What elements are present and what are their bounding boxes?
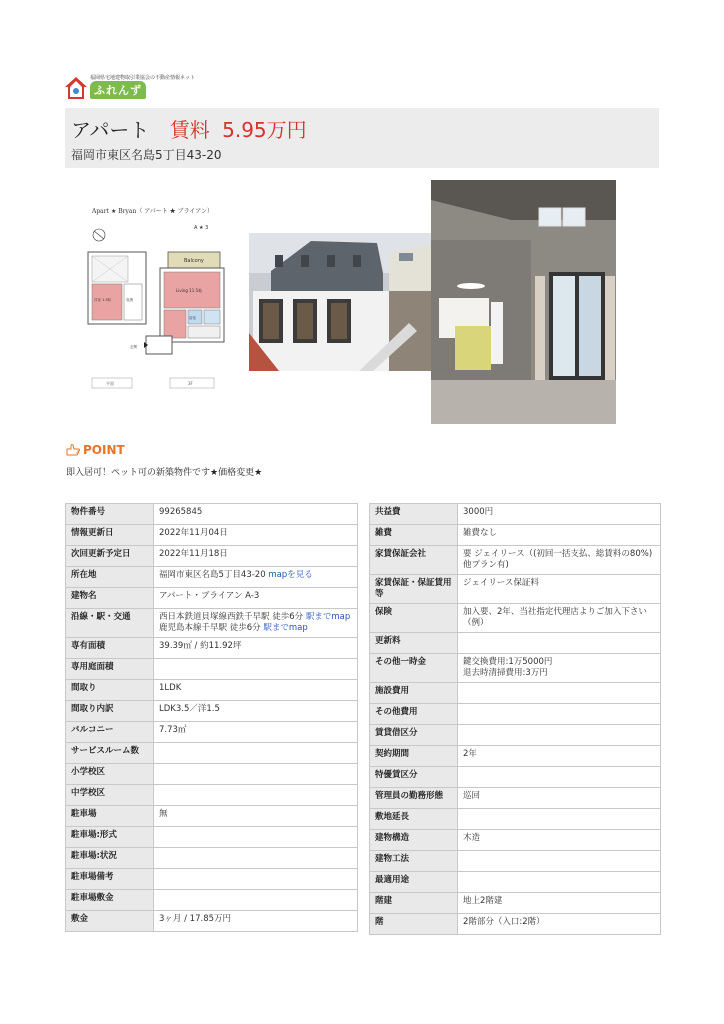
spec-label: 所在地 <box>66 567 154 588</box>
spec-value-text: 7.73㎡ <box>159 725 187 735</box>
spec-label: 駐車場:状況 <box>66 848 154 869</box>
spec-value <box>458 633 661 654</box>
spec-label: 駐車場 <box>66 806 154 827</box>
spec-label: 階建 <box>370 893 458 914</box>
spec-row <box>370 809 661 830</box>
spec-label: 共益費 <box>370 504 458 525</box>
spec-value <box>458 546 661 575</box>
spec-row <box>370 654 661 683</box>
property-header <box>65 108 659 168</box>
spec-label: 次回更新予定日 <box>66 546 154 567</box>
spec-value-text: 1LDK <box>159 683 182 693</box>
spec-label: 小学校区 <box>66 764 154 785</box>
spec-value-text: 2022年11月18日 <box>159 549 228 559</box>
property-spec-table-right <box>369 503 661 935</box>
spec-label: 敷地延長 <box>370 809 458 830</box>
spec-label: 家賃保証会社 <box>370 546 458 575</box>
spec-value <box>154 588 358 609</box>
spec-row <box>66 701 358 722</box>
spec-row <box>66 743 358 764</box>
spec-value-text: LDK3.5／洋1.5 <box>159 704 220 714</box>
spec-value <box>154 869 358 890</box>
spec-value-text: 地上2階建 <box>463 896 503 906</box>
spec-label: 沿線・駅・交通 <box>66 609 154 638</box>
spec-label: 建物工法 <box>370 851 458 872</box>
spec-value <box>458 809 661 830</box>
spec-value <box>458 575 661 604</box>
spec-row <box>66 722 358 743</box>
spec-label: 駐車場:形式 <box>66 827 154 848</box>
spec-label: 最適用途 <box>370 872 458 893</box>
spec-label: 契約期間 <box>370 746 458 767</box>
spec-value-text: 2022年11月04日 <box>159 528 228 538</box>
spec-row <box>370 604 661 633</box>
spec-label: 中学校区 <box>66 785 154 806</box>
spec-row <box>66 504 358 525</box>
spec-value-text-2: 鹿児島本線千早駅 徒歩6分 <box>159 623 261 633</box>
spec-row <box>66 638 358 659</box>
spec-label: 物件番号 <box>66 504 154 525</box>
spec-label: 施設費用 <box>370 683 458 704</box>
spec-row <box>370 725 661 746</box>
spec-row <box>370 746 661 767</box>
spec-value-text: 西日本鉄道貝塚線西鉄千早駅 徒歩6分 <box>159 612 304 622</box>
spec-value-text: 鍵交換費用:1万5000円 <box>463 657 553 667</box>
spec-label: 間取り <box>66 680 154 701</box>
map-link[interactable]: 駅までmap <box>263 623 308 633</box>
spec-row <box>370 893 661 914</box>
spec-row <box>370 683 661 704</box>
spec-value <box>458 604 661 633</box>
property-spec-table-left <box>65 503 358 932</box>
spec-value <box>154 680 358 701</box>
spec-value <box>154 609 358 638</box>
spec-label: 管理員の勤務形態 <box>370 788 458 809</box>
logo-tagline: 福岡県宅地建物取引業協会の不動産情報ネット <box>90 75 196 81</box>
spec-value-text: 巡回 <box>463 791 481 801</box>
spec-row <box>370 546 661 575</box>
spec-row <box>66 609 358 638</box>
spec-value <box>154 911 358 932</box>
pointing-hand-icon <box>66 444 80 456</box>
floorplan-balcony: Balcony <box>184 258 204 264</box>
exterior-photo <box>249 233 431 371</box>
spec-row <box>370 872 661 893</box>
spec-value <box>154 546 358 567</box>
spec-value <box>154 848 358 869</box>
spec-row <box>370 525 661 546</box>
spec-value <box>458 872 661 893</box>
spec-row <box>66 827 358 848</box>
spec-row <box>370 788 661 809</box>
floorplan-bath: 浴室 <box>189 316 196 320</box>
spec-value-text-2: 退去時清掃費用:3万円 <box>463 668 548 678</box>
floorplan-closet: 収納 <box>126 298 133 302</box>
property-type: アパート <box>71 118 150 142</box>
spec-row <box>66 525 358 546</box>
spec-value <box>458 788 661 809</box>
spec-label: 間取り内訳 <box>66 701 154 722</box>
spec-value <box>154 827 358 848</box>
spec-value-text: 雑費なし <box>463 528 498 538</box>
spec-value-text: 福岡市東区名島5丁目43-20 <box>159 570 266 580</box>
spec-table-body-left <box>66 504 358 932</box>
spec-label: サービスルーム数 <box>66 743 154 764</box>
point-description: 即入居可！ペット可の新築物件です★価格変更★ <box>66 468 263 478</box>
floorplan-western: 洋室 1.5帖 <box>94 298 112 302</box>
spec-value <box>154 567 358 588</box>
spec-value <box>154 743 358 764</box>
spec-value <box>458 504 661 525</box>
spec-value-text: ジェイリース保証料 <box>463 578 539 588</box>
spec-row <box>66 546 358 567</box>
spec-value-text: 加入要、2年、当社指定代理店よりご加入下さい（例） <box>463 607 647 628</box>
spec-row <box>370 633 661 654</box>
spec-label: 家賃保証・保証賃用等 <box>370 575 458 604</box>
spec-value <box>154 722 358 743</box>
rent-label: 賃料 <box>169 118 210 142</box>
spec-label: 保険 <box>370 604 458 633</box>
spec-row <box>66 911 358 932</box>
spec-label: 建物名 <box>66 588 154 609</box>
map-link[interactable]: mapを見る <box>268 570 313 580</box>
spec-value <box>458 704 661 725</box>
spec-value <box>154 785 358 806</box>
spec-value <box>154 701 358 722</box>
spec-row <box>66 659 358 680</box>
spec-value-text: 2階部分（入口:2階） <box>463 917 545 927</box>
spec-label: 建物構造 <box>370 830 458 851</box>
spec-value <box>154 638 358 659</box>
spec-row <box>66 785 358 806</box>
spec-row <box>370 851 661 872</box>
spec-value-text: 木造 <box>463 833 481 843</box>
spec-label: 賃貸借区分 <box>370 725 458 746</box>
spec-value <box>154 806 358 827</box>
spec-row <box>370 575 661 604</box>
spec-value <box>458 746 661 767</box>
spec-label: 敷金 <box>66 911 154 932</box>
spec-label: 更新料 <box>370 633 458 654</box>
spec-value-text: 99265845 <box>159 507 203 517</box>
spec-row <box>66 848 358 869</box>
spec-row <box>370 830 661 851</box>
floorplan-unit: A ★ 3 <box>194 225 209 231</box>
spec-label: バルコニー <box>66 722 154 743</box>
floor-plan-image <box>84 200 244 392</box>
spec-value-text: 3000円 <box>463 507 494 517</box>
spec-label: 専有面積 <box>66 638 154 659</box>
floorplan-living: Living 11.5帖 <box>176 288 203 293</box>
title-row <box>71 114 307 143</box>
spec-label: 専用庭面積 <box>66 659 154 680</box>
map-link[interactable]: 駅までmap <box>305 612 351 622</box>
spec-value <box>458 830 661 851</box>
spec-value <box>154 504 358 525</box>
spec-row <box>66 680 358 701</box>
spec-value-text: 39.39㎡ / 約11.92坪 <box>159 641 242 651</box>
spec-value-text: 無 <box>159 809 168 819</box>
spec-label: その他一時金 <box>370 654 458 683</box>
spec-value <box>458 683 661 704</box>
spec-row <box>66 567 358 588</box>
floorplan-title: Apart ★ Bryan（ アパート ★ ブライアン） <box>92 208 213 215</box>
spec-value <box>458 893 661 914</box>
interior-photo <box>431 180 616 424</box>
spec-row <box>66 764 358 785</box>
house-logo-icon <box>64 76 88 100</box>
spec-value-text: 2年 <box>463 749 477 759</box>
floorplan-scale-right: 3F <box>188 381 193 386</box>
logo-brand: ふれんず <box>90 81 146 99</box>
spec-value-text: アパート・ブライアン A-3 <box>159 591 260 601</box>
spec-row <box>370 504 661 525</box>
spec-label: 駐車場備考 <box>66 869 154 890</box>
spec-label: 雑費 <box>370 525 458 546</box>
spec-value <box>458 725 661 746</box>
spec-value-text: 3ヶ月 / 17.85万円 <box>159 914 232 924</box>
spec-row <box>66 890 358 911</box>
floorplan-scale-left: 平面 <box>106 381 114 386</box>
spec-value <box>458 654 661 683</box>
spec-row <box>370 704 661 725</box>
spec-value <box>154 764 358 785</box>
spec-value <box>458 525 661 546</box>
spec-value <box>458 851 661 872</box>
spec-label: 駐車場敷金 <box>66 890 154 911</box>
spec-value <box>458 767 661 788</box>
spec-label: その他費用 <box>370 704 458 725</box>
spec-value <box>154 659 358 680</box>
spec-label: 情報更新日 <box>66 525 154 546</box>
rent-value: 5.95万円 <box>222 118 307 142</box>
spec-value <box>458 914 661 935</box>
property-address: 福岡市東区名島5丁目43-20 <box>71 148 222 162</box>
spec-row <box>66 588 358 609</box>
site-logo <box>64 72 196 102</box>
spec-row <box>66 806 358 827</box>
spec-row <box>66 869 358 890</box>
floorplan-entrance: 玄関 <box>130 345 137 349</box>
spec-label: 特優賃区分 <box>370 767 458 788</box>
spec-row <box>370 767 661 788</box>
spec-row <box>370 914 661 935</box>
spec-value <box>154 890 358 911</box>
spec-value <box>154 525 358 546</box>
spec-value-text: 要 ジェイリース（(初回一括支払、総賃料の80%)他プラン有) <box>463 549 653 570</box>
spec-label: 階 <box>370 914 458 935</box>
spec-table-body-right <box>370 504 661 935</box>
point-heading: POINT <box>66 443 125 457</box>
